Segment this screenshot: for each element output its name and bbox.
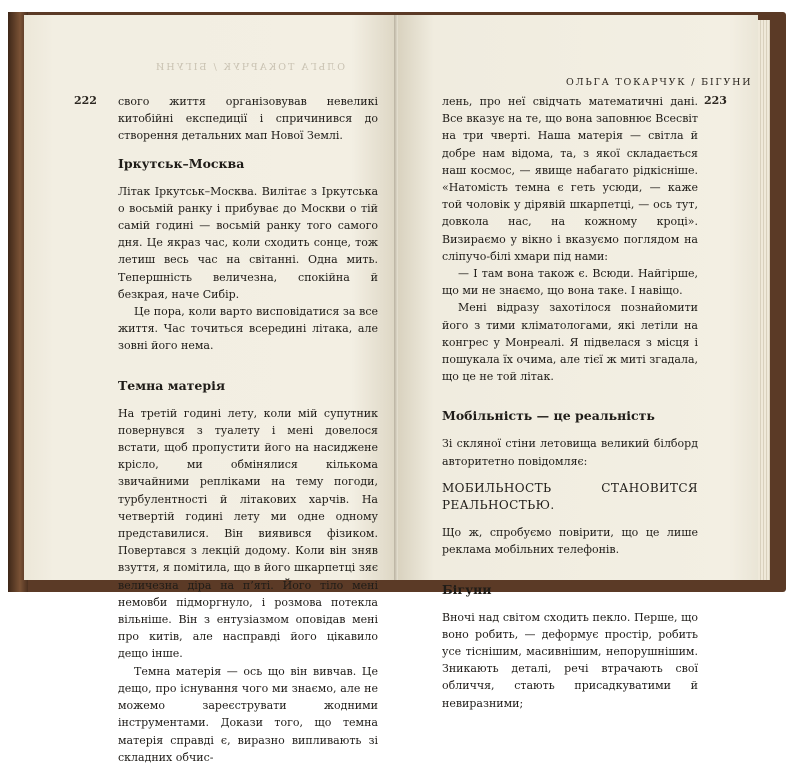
left-page-text [118, 93, 378, 766]
page-edges [758, 20, 770, 580]
right-page-text [442, 93, 698, 712]
paragraph: Що ж, спробуємо повірити, що це лише реклама мобільних телефонів. [442, 526, 698, 557]
intro-paragraph: свого життя організовував невеликі китобійні експедиції і спричинився до створення детальних мап Нової Землі. [118, 95, 378, 143]
paragraph: — І там вона також є. Всюди. Найгірше, що ми не знаємо, що вона таке. І навіщо. [442, 267, 698, 298]
paragraph: Темна матерія — ось що він вивчав. Це дещо, про існування чого ми знаємо, але не можемо зареєструвати жодними інструментами. Докази того, що темна матерія справді є, виразно випливають зі складних обчис- [118, 664, 378, 764]
billboard-slogan: МОБИЛЬНОСТЬ СТАНОВИТСЯ РЕАЛЬНОСТЬЮ. [442, 480, 698, 513]
page-number-left: 222 [74, 94, 97, 107]
paragraph: лень, про неї свідчать математичні дані. Все вказує на те, що вона заповнює Всесвіт на три чверті. Наша матерія — світла й добре нам відома, та, з якої складається наш космос, — явище набагато рідкісніше. «Натомість темна є геть усюди, — каже той чоловік у дірявій шкарпетці, — ось тут, довкола нас, на кожному кроці». Визираємо у вікно і вказуємо поглядом на сліпучо-білі хмари під нами: [442, 95, 698, 263]
section-title-irkutsk-moscow: Іркутськ–Москва [118, 155, 245, 171]
paragraph: Мені відразу захотілося познайомити його з тими кліматологами, які летіли на конгрес у Монреалі. Я підвелася з місця і пошукала їх очима, але тієї ж миті згадала, що це не той літак. [442, 301, 698, 384]
running-head: ОЛЬГА ТОКАРЧУК / БІГУНИ [566, 77, 753, 88]
paragraph: Це пора, коли варто висповідатися за все життя. Час точиться всередині літака, але зовні його нема. [118, 305, 378, 353]
paragraph: Літак Іркутськ–Москва. Вилітає з Іркутська о восьмій ранку і прибуває до Москви о тій самій годині — восьмій ранку того самого дня. Це якраз час, коли сходить сонце, тож летиш весь час на світанні. Одна мить. Тепершність величезна, спокійна й безкрая, наче Сибір. [118, 184, 378, 301]
paragraph: На третій годині лету, коли мій супутник повернувся з туалету і мені довелося встати, щоб пропустити його на насиджене крісло, ми обмінялися кількома звичайними репліками на тему погоди, турбулентності й літакових харчів. На четвертій годині лету ми одне одному представилися. Він виявився фізиком. Повертався з лекцій додому. Коли він зняв взуття, я помітила, що в його шкарпетці зяє величезна діра на п’яті. Його тіло мені немовби підморгнуло, і розмова потекла вільніше. Він з ентузіазмом оповідав мені про китів, але насправді його цікавило дещо інше. [118, 406, 378, 661]
paragraph: Вночі над світом сходить пекло. Перше, що воно робить, — деформує простір, робить усе тіснішим, масивнішим, непорушнішим. Зникають деталі, речі втрачають свої обличчя, стають присадкуватими й невиразними; [442, 610, 698, 710]
right-page [398, 15, 758, 710]
show-through-running-head: ОЛЬГА ТОКАРЧУК / БІГУНИ [154, 62, 345, 73]
paragraph: Зі скляної стіни летовища великий білборд авторитетно повідомляє: [442, 437, 698, 468]
section-title-runners: Бігуни [442, 581, 492, 597]
page-number-right: 223 [704, 94, 727, 107]
section-title-dark-matter: Темна матерія [118, 377, 226, 393]
left-page [24, 15, 396, 764]
section-title-mobility: Мобільність — це реальність [442, 408, 655, 424]
